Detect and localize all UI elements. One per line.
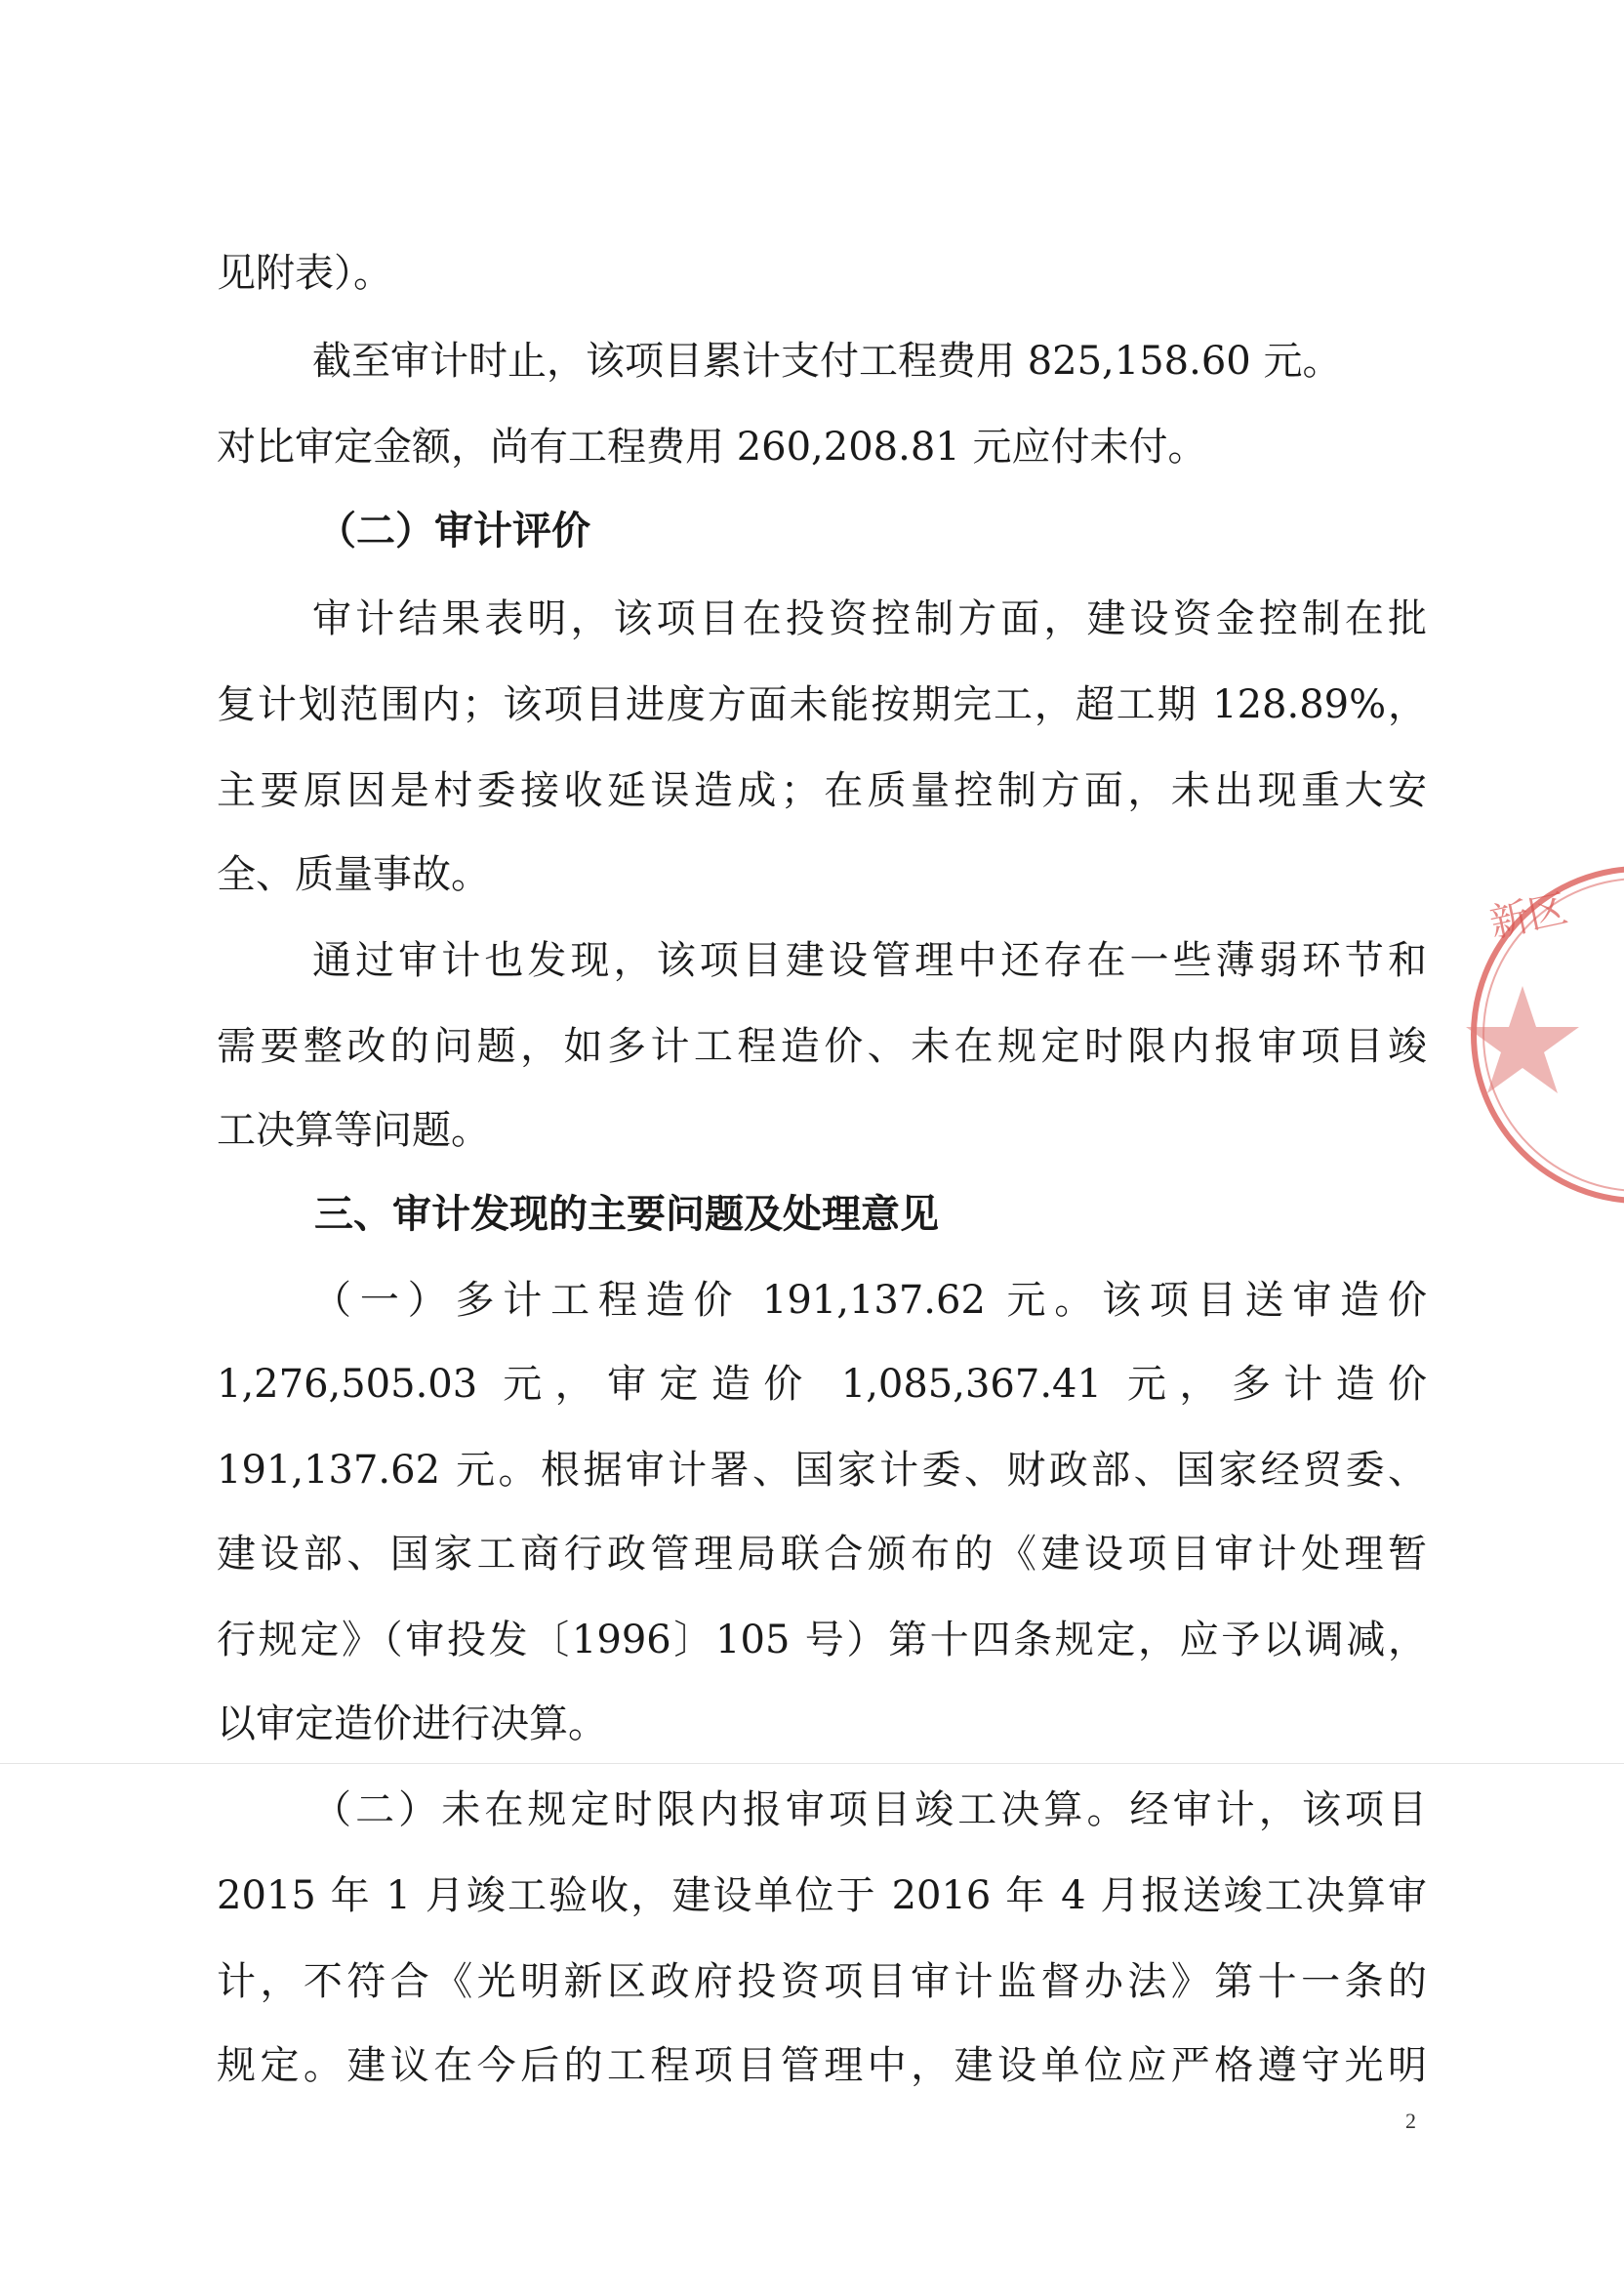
text-line-3: 对比审定金额，尚有工程费用 260,208.81 元应付未付。 xyxy=(217,425,1207,470)
page-number: 2 xyxy=(1405,2109,1416,2133)
text-line-8: 全、质量事故。 xyxy=(217,852,490,897)
text-line-20: 2015 年 1 月竣工验收，建设单位于 2016 年 4 月报送竣工决算审 xyxy=(217,1873,1427,1918)
text-line-18: 以审定造价进行决算。 xyxy=(217,1702,607,1746)
text-line-5: 审计结果表明，该项目在投资控制方面，建设资金控制在批 xyxy=(312,596,1427,641)
text-line-11: 工决算等问题。 xyxy=(217,1108,490,1153)
text-line-7: 主要原因是村委接收延误造成；在质量控制方面，未出现重大安 xyxy=(217,768,1427,813)
text-line-19: （二）未在规定时限内报审项目竣工决算。经审计，该项目 xyxy=(312,1787,1427,1832)
section-subheading-evaluation: （二）审计评价 xyxy=(317,509,590,554)
text-line-17: 行规定》（审投发〔1996〕105 号）第十四条规定，应予以调减， xyxy=(217,1618,1427,1662)
text-line-10: 需要整改的问题，如多计工程造价、未在规定时限内报审项目竣 xyxy=(217,1024,1427,1069)
text-line-6: 复计划范围内；该项目进度方面未能按期完工，超工期 128.89%， xyxy=(217,682,1427,727)
scan-artifact-line xyxy=(0,1763,1624,1764)
text-line-9: 通过审计也发现，该项目建设管理中还存在一些薄弱环节和 xyxy=(312,938,1427,983)
text-line-13: （一）多计工程造价 191,137.62 元。该项目送审造价 xyxy=(312,1278,1427,1323)
text-line-16: 建设部、国家工商行政管理局联合颁布的《建设项目审计处理暂 xyxy=(217,1532,1427,1577)
text-line-21: 计，不符合《光明新区政府投资项目审计监督办法》第十一条的 xyxy=(217,1959,1427,2004)
text-line-1: 见附表）。 xyxy=(217,251,392,296)
text-line-2: 截至审计时止，该项目累计支付工程费用 825,158.60 元。 xyxy=(312,339,1342,384)
text-line-22: 规定。建议在今后的工程项目管理中，建设单位应严格遵守光明 xyxy=(217,2043,1427,2088)
section-heading-findings: 三、审计发现的主要问题及处理意见 xyxy=(314,1192,939,1237)
text-line-14: 1,276,505.03 元，审定造价 1,085,367.41 元，多计造价 xyxy=(217,1362,1427,1407)
text-line-15: 191,137.62 元。根据审计署、国家计委、财政部、国家经贸委、 xyxy=(217,1448,1427,1493)
official-seal-icon xyxy=(1454,859,1624,1210)
svg-text:新区: 新区 xyxy=(1485,886,1572,947)
